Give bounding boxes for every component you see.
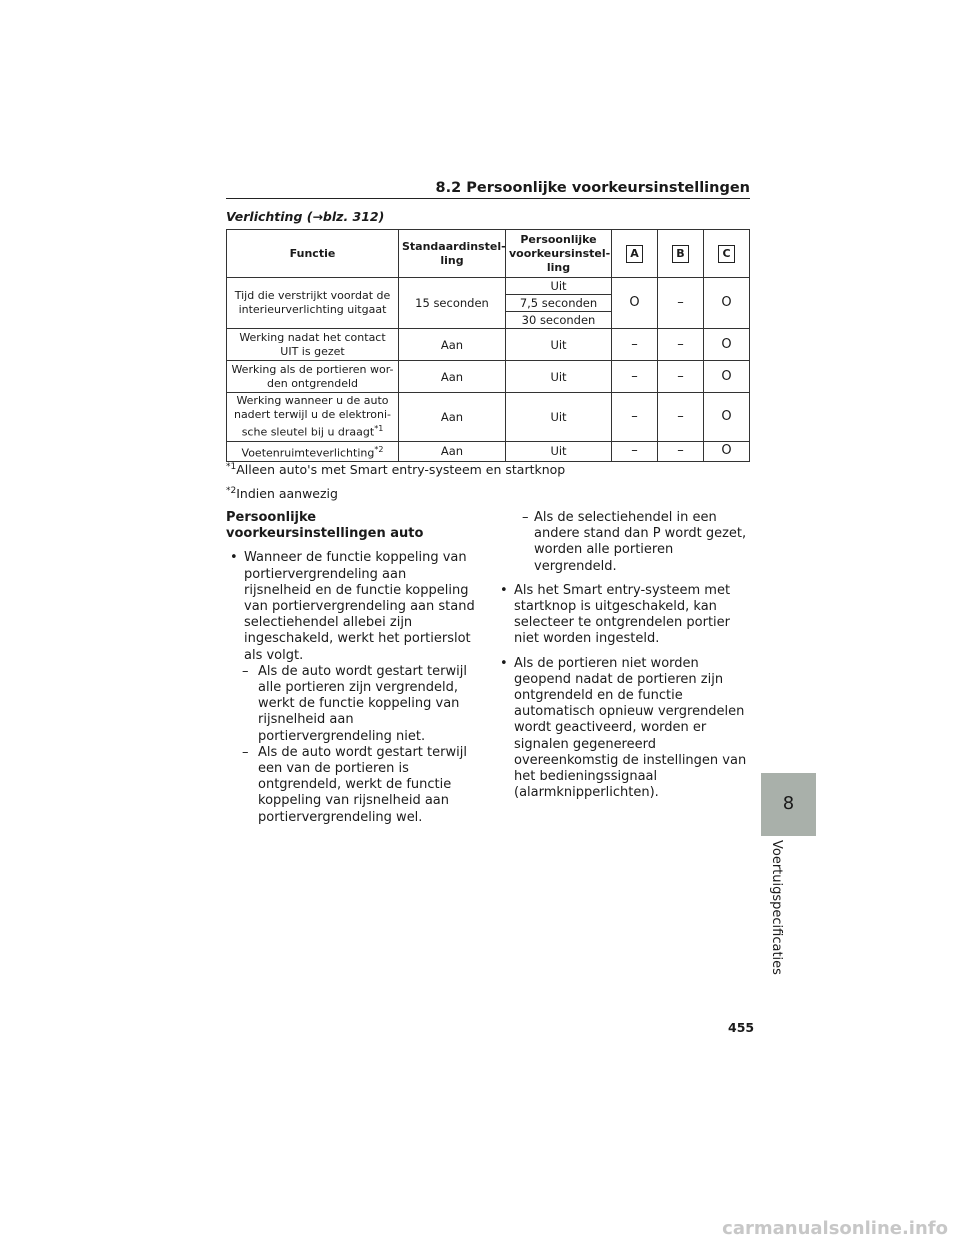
footnote-ref: *1 xyxy=(374,424,384,433)
row-c: O xyxy=(704,441,750,462)
row-a: – xyxy=(612,361,658,393)
footnote-text: Alleen auto's met Smart entry-systeem en startknop xyxy=(236,462,566,478)
table-row xyxy=(227,278,750,295)
body-subheading: Persoonlijke voorkeursinstellingen auto xyxy=(226,510,424,542)
header-b xyxy=(658,230,704,278)
row-function: Voetenruimteverlichting xyxy=(241,446,375,460)
bullet-icon: • xyxy=(500,655,508,671)
letter-a-icon: A xyxy=(626,245,643,263)
watermark: carmanualsonline.info xyxy=(722,1218,948,1239)
footnote-mark: *2 xyxy=(226,486,237,496)
bullet-icon: • xyxy=(500,582,508,598)
header-function: Functie xyxy=(227,230,399,278)
row-b: – xyxy=(658,278,704,329)
right-column xyxy=(496,510,751,809)
row-b: – xyxy=(658,393,704,442)
row-c: O xyxy=(704,393,750,442)
footnote-2 xyxy=(226,486,338,501)
row-b: – xyxy=(658,361,704,393)
left-column xyxy=(226,510,476,826)
row-function-cell xyxy=(227,393,399,442)
dash-text: Als de selectiehendel in een andere stand dan P wordt gezet, worden alle portieren vergrendeld. xyxy=(534,510,747,574)
footnote-text: Indien aanwezig xyxy=(236,486,338,502)
row-default: Aan xyxy=(399,393,506,442)
table-row xyxy=(227,361,750,393)
table-row xyxy=(227,329,750,361)
table-row xyxy=(227,441,750,462)
section-heading: Verlichting (→blz. 312) xyxy=(226,209,385,224)
row-function: Werking als de portieren wor-den ontgrendeld xyxy=(227,361,399,393)
row-default: Aan xyxy=(399,361,506,393)
settings-table xyxy=(226,229,750,462)
bullet-text: Wanneer de functie koppeling van portiervergrendeling aan rijsnelheid en de functie koppeling van portiervergrendeling aan stand selectiehendel allebei zijn ingeschakeld, werkt het portierslot als volgt. xyxy=(244,550,475,663)
dash-icon: – xyxy=(242,744,249,760)
letter-b-icon: B xyxy=(672,245,689,263)
row-function: Tijd die verstrijkt voordat de interieurverlichting uitgaat xyxy=(227,278,399,329)
header-personal: Persoonlijke voorkeursinstel-ling xyxy=(506,230,612,278)
footnote-1 xyxy=(226,462,565,477)
chapter-label-wrap xyxy=(768,840,788,975)
footnote-ref: *2 xyxy=(374,444,384,454)
row-personal: Uit xyxy=(506,361,612,393)
dash-item xyxy=(226,664,476,745)
page-header-title: 8.2 Persoonlijke voorkeursinstellingen xyxy=(435,180,750,196)
row-default: Aan xyxy=(399,441,506,462)
chapter-number: 8 xyxy=(782,793,795,814)
table-row xyxy=(227,393,750,442)
row-function: Werking wanneer u de auto nadert terwijl u de elektroni-sche sleutel bij u draagt xyxy=(233,394,392,439)
dash-item xyxy=(226,745,476,826)
header-a xyxy=(612,230,658,278)
row-default: Aan xyxy=(399,329,506,361)
bullet-item xyxy=(226,550,476,663)
dash-text: Als de auto wordt gestart terwijl een van de portieren is ontgrendeld, werkt de functie koppeling van rijsnelheid aan portiervergrendeling wel. xyxy=(258,744,467,825)
dash-item xyxy=(496,510,751,575)
row-a: – xyxy=(612,393,658,442)
dash-icon: – xyxy=(242,663,249,679)
row-option: 7,5 seconden xyxy=(506,295,612,312)
chapter-label: Voertuigspecificaties xyxy=(769,840,784,975)
bullet-icon: • xyxy=(230,550,238,566)
row-function: Werking nadat het contact UIT is gezet xyxy=(227,329,399,361)
bullet-text: Als het Smart entry-systeem met startknop is uitgeschakeld, kan selecteer te ontgrendelen portier niet worden ingesteld. xyxy=(514,582,731,647)
row-function-cell xyxy=(227,441,399,462)
row-personal: Uit xyxy=(506,441,612,462)
row-personal: Uit xyxy=(506,393,612,442)
row-option: 30 seconden xyxy=(506,312,612,329)
row-a: O xyxy=(612,278,658,329)
row-a: – xyxy=(612,329,658,361)
row-c: O xyxy=(704,361,750,393)
row-a: – xyxy=(612,441,658,462)
header-default: Standaardinstel-ling xyxy=(399,230,506,278)
bullet-item xyxy=(496,583,751,648)
row-b: – xyxy=(658,329,704,361)
header-rule xyxy=(226,198,750,199)
row-c: O xyxy=(704,329,750,361)
letter-c-icon: C xyxy=(718,245,735,263)
row-b: – xyxy=(658,441,704,462)
row-default: 15 seconden xyxy=(399,278,506,329)
row-personal: Uit xyxy=(506,329,612,361)
bullet-item xyxy=(496,656,751,802)
footnote-mark: *1 xyxy=(226,462,237,472)
header-c xyxy=(704,230,750,278)
page-number: 455 xyxy=(728,1020,755,1035)
row-option: Uit xyxy=(506,278,612,295)
table-header-row xyxy=(227,230,750,278)
dash-text: Als de auto wordt gestart terwijl alle portieren zijn vergrendeld, werkt de functie koppeling van rijsnelheid aan portiervergrendeling niet. xyxy=(258,663,467,744)
row-c: O xyxy=(704,278,750,329)
bullet-text: Als de portieren niet worden geopend nadat de portieren zijn ontgrendeld en de functie automatisch opnieuw vergrendelen wordt geactiveerd, worden er signalen gegenereerd overeenkomstig de instellingen van het bedieningssignaal (alarmknipperlichten). xyxy=(514,655,747,801)
dash-icon: – xyxy=(522,510,529,525)
